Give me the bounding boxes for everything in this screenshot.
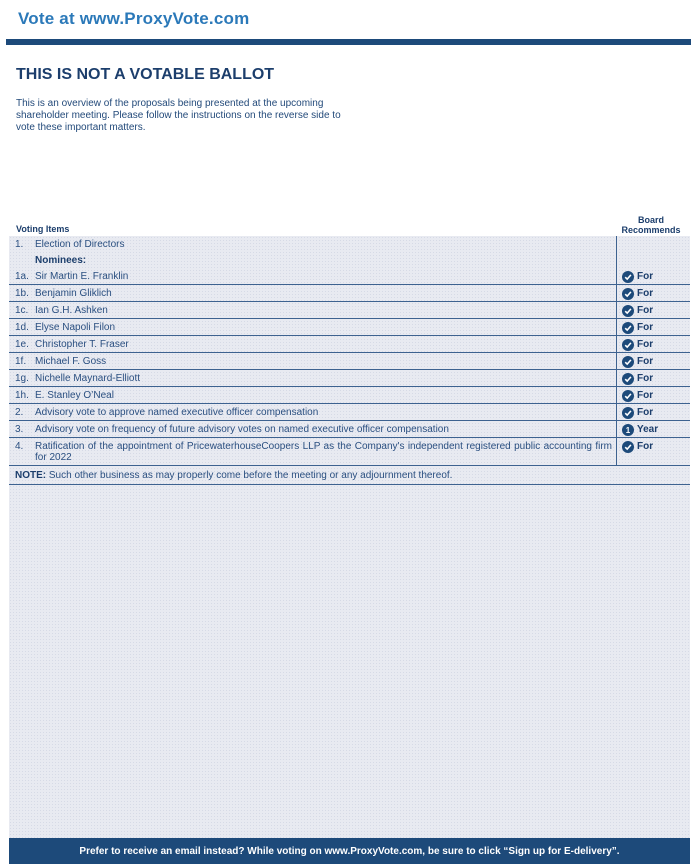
row-cell [9, 387, 617, 403]
recommendation-value: For [637, 356, 654, 367]
row-cell [9, 421, 617, 437]
row-cell [9, 285, 617, 301]
voting-items-header: Voting Items [16, 224, 70, 234]
table-row [9, 421, 690, 438]
footer-banner: Prefer to receive an email instead? While voting on www.ProxyVote.com, be sure to click “Sign up for E-delivery”. [9, 838, 690, 864]
item-text: Michael F. Goss [35, 356, 107, 367]
recommendation-value: Year [637, 424, 659, 435]
row-cell [9, 404, 617, 420]
nominees-label: Nominees: [35, 255, 87, 266]
recommendation-value: For [637, 407, 654, 418]
item-number: 1b. [15, 288, 29, 299]
note [9, 466, 690, 485]
recommendation-value: For [637, 373, 654, 384]
table-row [9, 438, 690, 466]
item-number: 1a. [15, 271, 29, 282]
table-row [9, 336, 690, 353]
item-text: Elyse Napoli Filon [35, 322, 116, 333]
check-icon [622, 288, 634, 300]
item-text: Ian G.H. Ashken [35, 305, 108, 316]
proxyvote-link[interactable]: Vote at www.ProxyVote.com [18, 9, 250, 28]
item-text: Nichelle Maynard-Elliott [35, 373, 141, 384]
check-icon [622, 390, 634, 402]
table-row [9, 370, 690, 387]
recommendation [617, 370, 690, 386]
row-cell [9, 336, 617, 352]
recommendation-value: For [637, 288, 654, 299]
header-rule [6, 39, 691, 45]
item-number [15, 255, 35, 266]
item-number: 1g. [15, 373, 29, 384]
check-icon [622, 441, 634, 453]
recommendation-value: For [637, 441, 654, 452]
check-icon [622, 271, 634, 283]
check-icon [622, 322, 634, 334]
item-text: Benjamin Gliklich [35, 288, 112, 299]
table-row [9, 302, 690, 319]
recommendation-value: For [637, 271, 654, 282]
item-number: 1f. [15, 356, 27, 367]
recommendation [617, 421, 690, 437]
row-cell [9, 302, 617, 318]
one-year-icon: 1 [622, 424, 634, 436]
recommendation [617, 319, 690, 335]
recommendation [617, 404, 690, 420]
page-title: THIS IS NOT A VOTABLE BALLOT [16, 66, 275, 83]
table-row [9, 319, 690, 336]
recommendation [617, 438, 690, 465]
item-number: 3. [15, 424, 24, 435]
row-cell [9, 236, 617, 252]
recommendation [617, 387, 690, 403]
check-icon [622, 305, 634, 317]
recommendation-value: For [637, 390, 654, 401]
table-row [9, 236, 690, 252]
item-text: Advisory vote on frequency of future advisory votes on named executive officer compensation [35, 424, 449, 435]
row-cell [9, 319, 617, 335]
recommendation-value: For [637, 305, 654, 316]
row-cell [9, 252, 617, 268]
item-number: 1e. [15, 339, 29, 350]
item-number: 4. [15, 441, 24, 452]
recommendation [617, 285, 690, 301]
recommendation-value: For [637, 322, 654, 333]
board-recommends-header [614, 215, 688, 235]
row-cell [9, 438, 617, 465]
check-icon [622, 339, 634, 351]
table-row [9, 353, 690, 370]
table-row [9, 268, 690, 285]
check-icon [622, 373, 634, 385]
item-text: Sir Martin E. Franklin [35, 271, 129, 282]
item-number: 1. [15, 239, 24, 250]
item-number: 2. [15, 407, 24, 418]
row-cell [9, 353, 617, 369]
recommendation [617, 302, 690, 318]
table-row [9, 387, 690, 404]
recommendation [617, 268, 690, 284]
row-cell [9, 370, 617, 386]
item-number: 1c. [15, 305, 29, 316]
recommendation [617, 353, 690, 369]
check-icon [622, 356, 634, 368]
item-number: 1h. [15, 390, 29, 401]
row-cell [9, 268, 617, 284]
voting-items-table [9, 236, 690, 485]
item-text: Advisory vote to approve named executive officer compensation [35, 407, 319, 418]
item-text: Ratification of the appointment of PricewaterhouseCoopers LLP as the Company's independent registered public accounting firm for 2022 [35, 441, 612, 463]
table-row [9, 252, 690, 268]
item-text: Election of Directors [35, 239, 125, 250]
board-recommends-line1: Board [637, 215, 664, 225]
recommendation-value: For [637, 339, 654, 350]
note-label: NOTE: [15, 470, 47, 481]
item-text: Christopher T. Fraser [35, 339, 129, 350]
item-number: 1d. [15, 322, 29, 333]
table-row [9, 285, 690, 302]
recommendation [617, 336, 690, 352]
table-row [9, 404, 690, 421]
board-recommends-line2: Recommends [621, 225, 681, 235]
intro-text: This is an overview of the proposals being presented at the upcoming shareholder meeting. Please follow the instructions on the reverse side to vote these important matters. [16, 98, 341, 133]
note-text: Such other business as may properly come before the meeting or any adjournment thereof. [48, 470, 453, 481]
item-text: E. Stanley O’Neal [35, 390, 114, 401]
check-icon [622, 407, 634, 419]
